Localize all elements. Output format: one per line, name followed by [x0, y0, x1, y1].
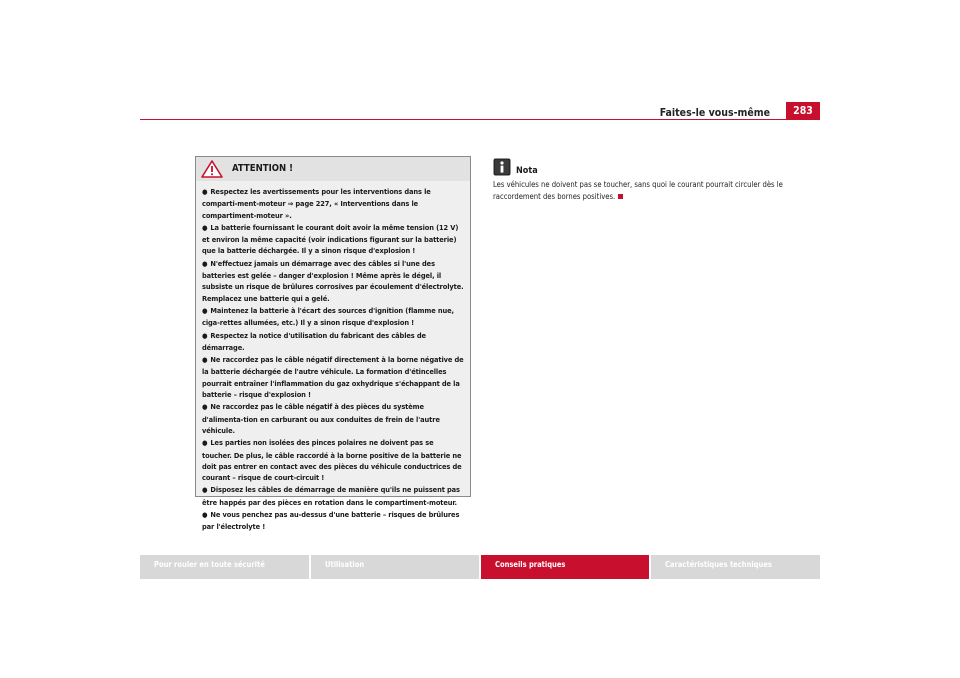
bullet-icon: ●	[202, 223, 208, 232]
warning-item	[202, 401, 465, 436]
info-note-icon	[493, 158, 511, 176]
bullet-icon: ●	[202, 306, 208, 315]
warning-item	[202, 258, 465, 304]
warning-item-text: La batterie fournissant le courant doit avoir la même tension (12 V) et environ la même capacité (voir indications figurant sur la batterie) que la batterie déchargée. Il y a sinon risque d'explosion !	[202, 222, 459, 256]
note-title: Nota	[516, 166, 538, 176]
warning-triangle-icon	[201, 160, 223, 178]
warning-title: ATTENTION !	[232, 163, 294, 174]
note-text: Les véhicules ne doivent pas se toucher, sans quoi le courant pourrait circuler dès le raccordement des bornes positives.	[493, 180, 783, 201]
footer-tab-caracteristiques[interactable]	[651, 555, 820, 579]
header-rule	[140, 119, 820, 120]
warning-box	[195, 156, 471, 532]
warning-item-text: Maintenez la batterie à l'écart des sources d'ignition (flamme nue, ciga-rettes allumées, etc.) Il y a sinon risque d'explosion !	[202, 305, 454, 328]
footer-tab-label: Conseils pratiques	[495, 560, 566, 569]
footer-tab-utilisation[interactable]	[311, 555, 479, 579]
warning-item-text: Disposez les câbles de démarrage de manière qu'ils ne puissent pas être happés par des pièces en rotation dans le compartiment-moteur.	[202, 485, 460, 507]
warning-item	[202, 354, 465, 400]
bullet-icon: ●	[202, 403, 208, 412]
bullet-icon: ●	[202, 486, 208, 495]
warning-item	[202, 186, 465, 221]
end-of-section-icon	[618, 194, 623, 199]
warning-item	[202, 222, 465, 257]
warning-header	[196, 157, 470, 181]
footer-tab-label: Caractéristiques techniques	[665, 560, 772, 569]
bullet-icon: ●	[202, 511, 208, 520]
bullet-icon: ●	[202, 356, 208, 365]
page-header-title: Faites-le vous-même	[659, 107, 770, 119]
warning-item-text: Ne raccordez pas le câble négatif à des pièces du système d'alimenta-tion en carburant ou aux conduites de frein de l'autre véhicule.	[202, 402, 440, 435]
footer-tab-securite[interactable]	[140, 555, 309, 579]
footer-nav	[140, 555, 820, 579]
bullet-icon: ●	[202, 259, 208, 268]
warning-item-text: Ne raccordez pas le câble négatif directement à la borne négative de la batterie déchargée de l'autre véhicule. La formation d'étincelles pourrait entraîner l'inflammation du gaz oxhydrique s'échappant de la batterie – risque d'explosion !	[202, 355, 464, 400]
footer-tab-label: Pour rouler en toute sécurité	[154, 560, 265, 569]
warning-item	[202, 437, 465, 483]
bullet-icon: ●	[202, 331, 208, 340]
warning-list	[196, 181, 470, 533]
warning-item-text: N'effectuez jamais un démarrage avec des câbles si l'une des batteries est gelée – danger d'explosion ! Même après le dégel, il subsiste un risque de brûlures corrosives par écoulement d'électrolyte. Remplacez une batterie qui a gelé.	[202, 258, 464, 303]
warning-item-text: Respectez les avertissements pour les interventions dans le comparti-ment-moteur ⇒ page 227, « Interventions dans le compartiment-moteur ».	[202, 187, 431, 220]
page-number: 283	[786, 102, 820, 120]
bullet-icon: ●	[202, 439, 208, 448]
warning-item-text: Respectez la notice d'utilisation du fabricant des câbles de démarrage.	[202, 330, 426, 352]
warning-item	[202, 509, 465, 533]
warning-item	[202, 305, 465, 329]
warning-item-text: Ne vous penchez pas au-dessus d'une batterie – risques de brûlures par l'électrolyte !	[202, 510, 460, 532]
footer-tab-conseils-pratiques[interactable]	[481, 555, 649, 579]
warning-item-text: Les parties non isolées des pinces polaires ne doivent pas se toucher. De plus, le câble raccordé à la borne positive de la batterie ne doit pas entrer en contact avec des pièces du véhicule conductrices de courant – risque de court-circuit !	[202, 438, 462, 483]
warning-item	[202, 330, 465, 354]
warning-item	[202, 484, 465, 508]
footer-tab-label: Utilisation	[325, 560, 365, 569]
bullet-icon: ●	[202, 188, 208, 196]
